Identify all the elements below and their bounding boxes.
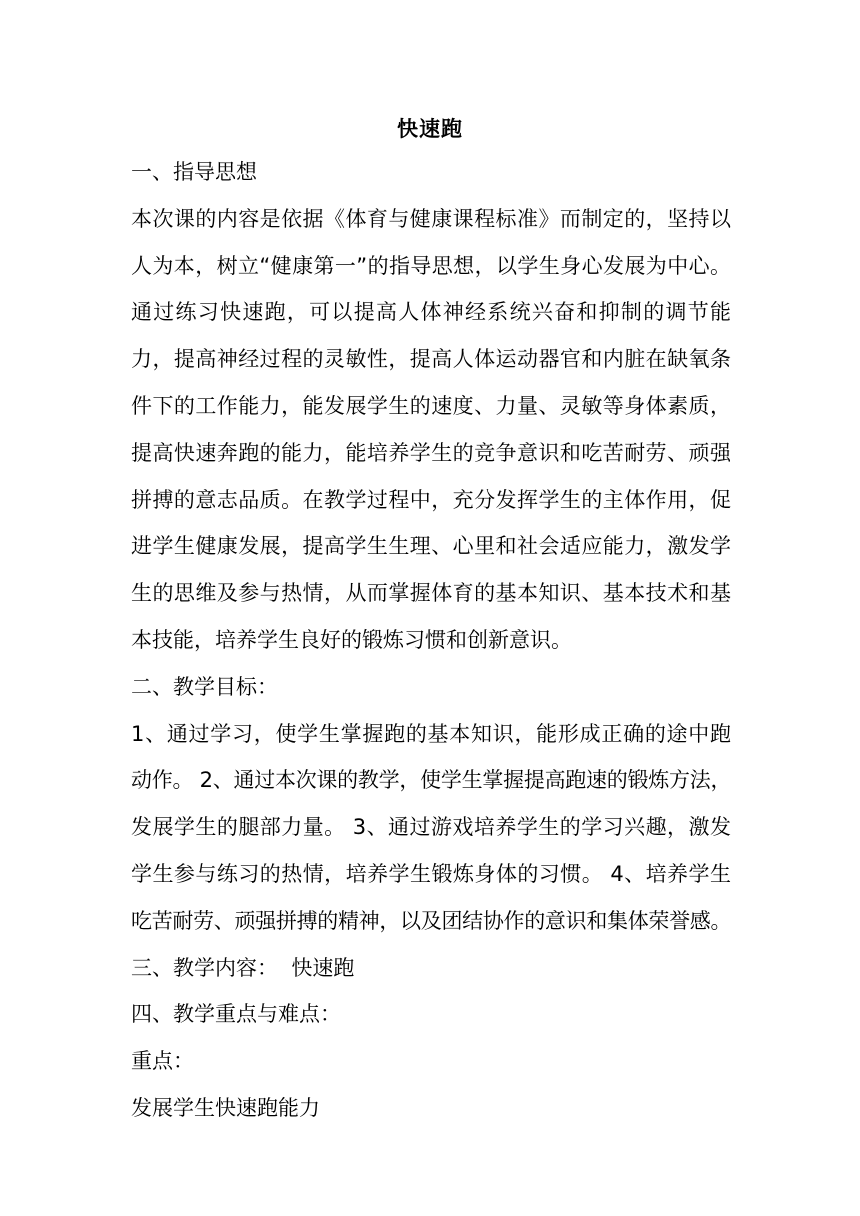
section-heading-guiding-thought: 一、指导思想 — [131, 160, 257, 184]
key-point-text: 发展学生快速跑能力 — [131, 1095, 320, 1120]
paragraph-line: 通过练习快速跑，可以提高人体神经系统兴奋和抑制的调节能 — [131, 300, 731, 325]
paragraph-line: 人为本，树立“健康第一”的指导思想，以学生身心发展为中心。 — [131, 253, 731, 278]
section-heading-teaching-goals: 二、教学目标： — [131, 674, 278, 699]
paragraph-line: 件下的工作能力，能发展学生的速度、力量、灵敏等身体素质， — [131, 393, 731, 418]
goals-line: 发展学生的腿部力量。 3、通过游戏培养学生的学习兴趣，激发 — [131, 815, 731, 840]
goals-line: 学生参与练习的热情，培养学生锻炼身体的习惯。 4、培养学生 — [131, 861, 731, 886]
goals-line: 1、通过学习，使学生掌握跑的基本知识，能形成正确的途中跑 — [131, 721, 731, 746]
goals-line: 动作。 2、通过本次课的教学，使学生掌握提高跑速的锻炼方法， — [131, 768, 731, 793]
paragraph-line: 力，提高神经过程的灵敏性，提高人体运动器官和内脏在缺氧条 — [131, 347, 731, 372]
section-heading-teaching-content: 三、教学内容： 快速跑 — [131, 955, 355, 980]
paragraph-line: 拼搏的意志品质。在教学过程中，充分发挥学生的主体作用，促 — [131, 487, 731, 512]
paragraph-line: 进学生健康发展，提高学生生理、心里和社会适应能力，激发学 — [131, 534, 731, 559]
goals-line: 吃苦耐劳、顽强拼搏的精神，以及团结协作的意识和集体荣誉感。 — [131, 908, 731, 933]
paragraph-line: 本次课的内容是依据《体育与健康课程标准》而制定的，坚持以 — [131, 206, 731, 231]
paragraph-line: 提高快速奔跑的能力，能培养学生的竞争意识和吃苦耐劳、顽强 — [131, 440, 731, 465]
document-title: 快速跑 — [397, 117, 463, 141]
paragraph-line: 生的思维及参与热情，从而掌握体育的基本知识、基本技术和基 — [131, 581, 731, 606]
document-body — [131, 155, 731, 1138]
section-heading-key-points: 四、教学重点与难点： — [131, 1002, 341, 1027]
paragraph-line: 本技能，培养学生良好的锻炼习惯和创新意识。 — [131, 627, 572, 652]
key-point-label: 重点： — [131, 1049, 194, 1074]
